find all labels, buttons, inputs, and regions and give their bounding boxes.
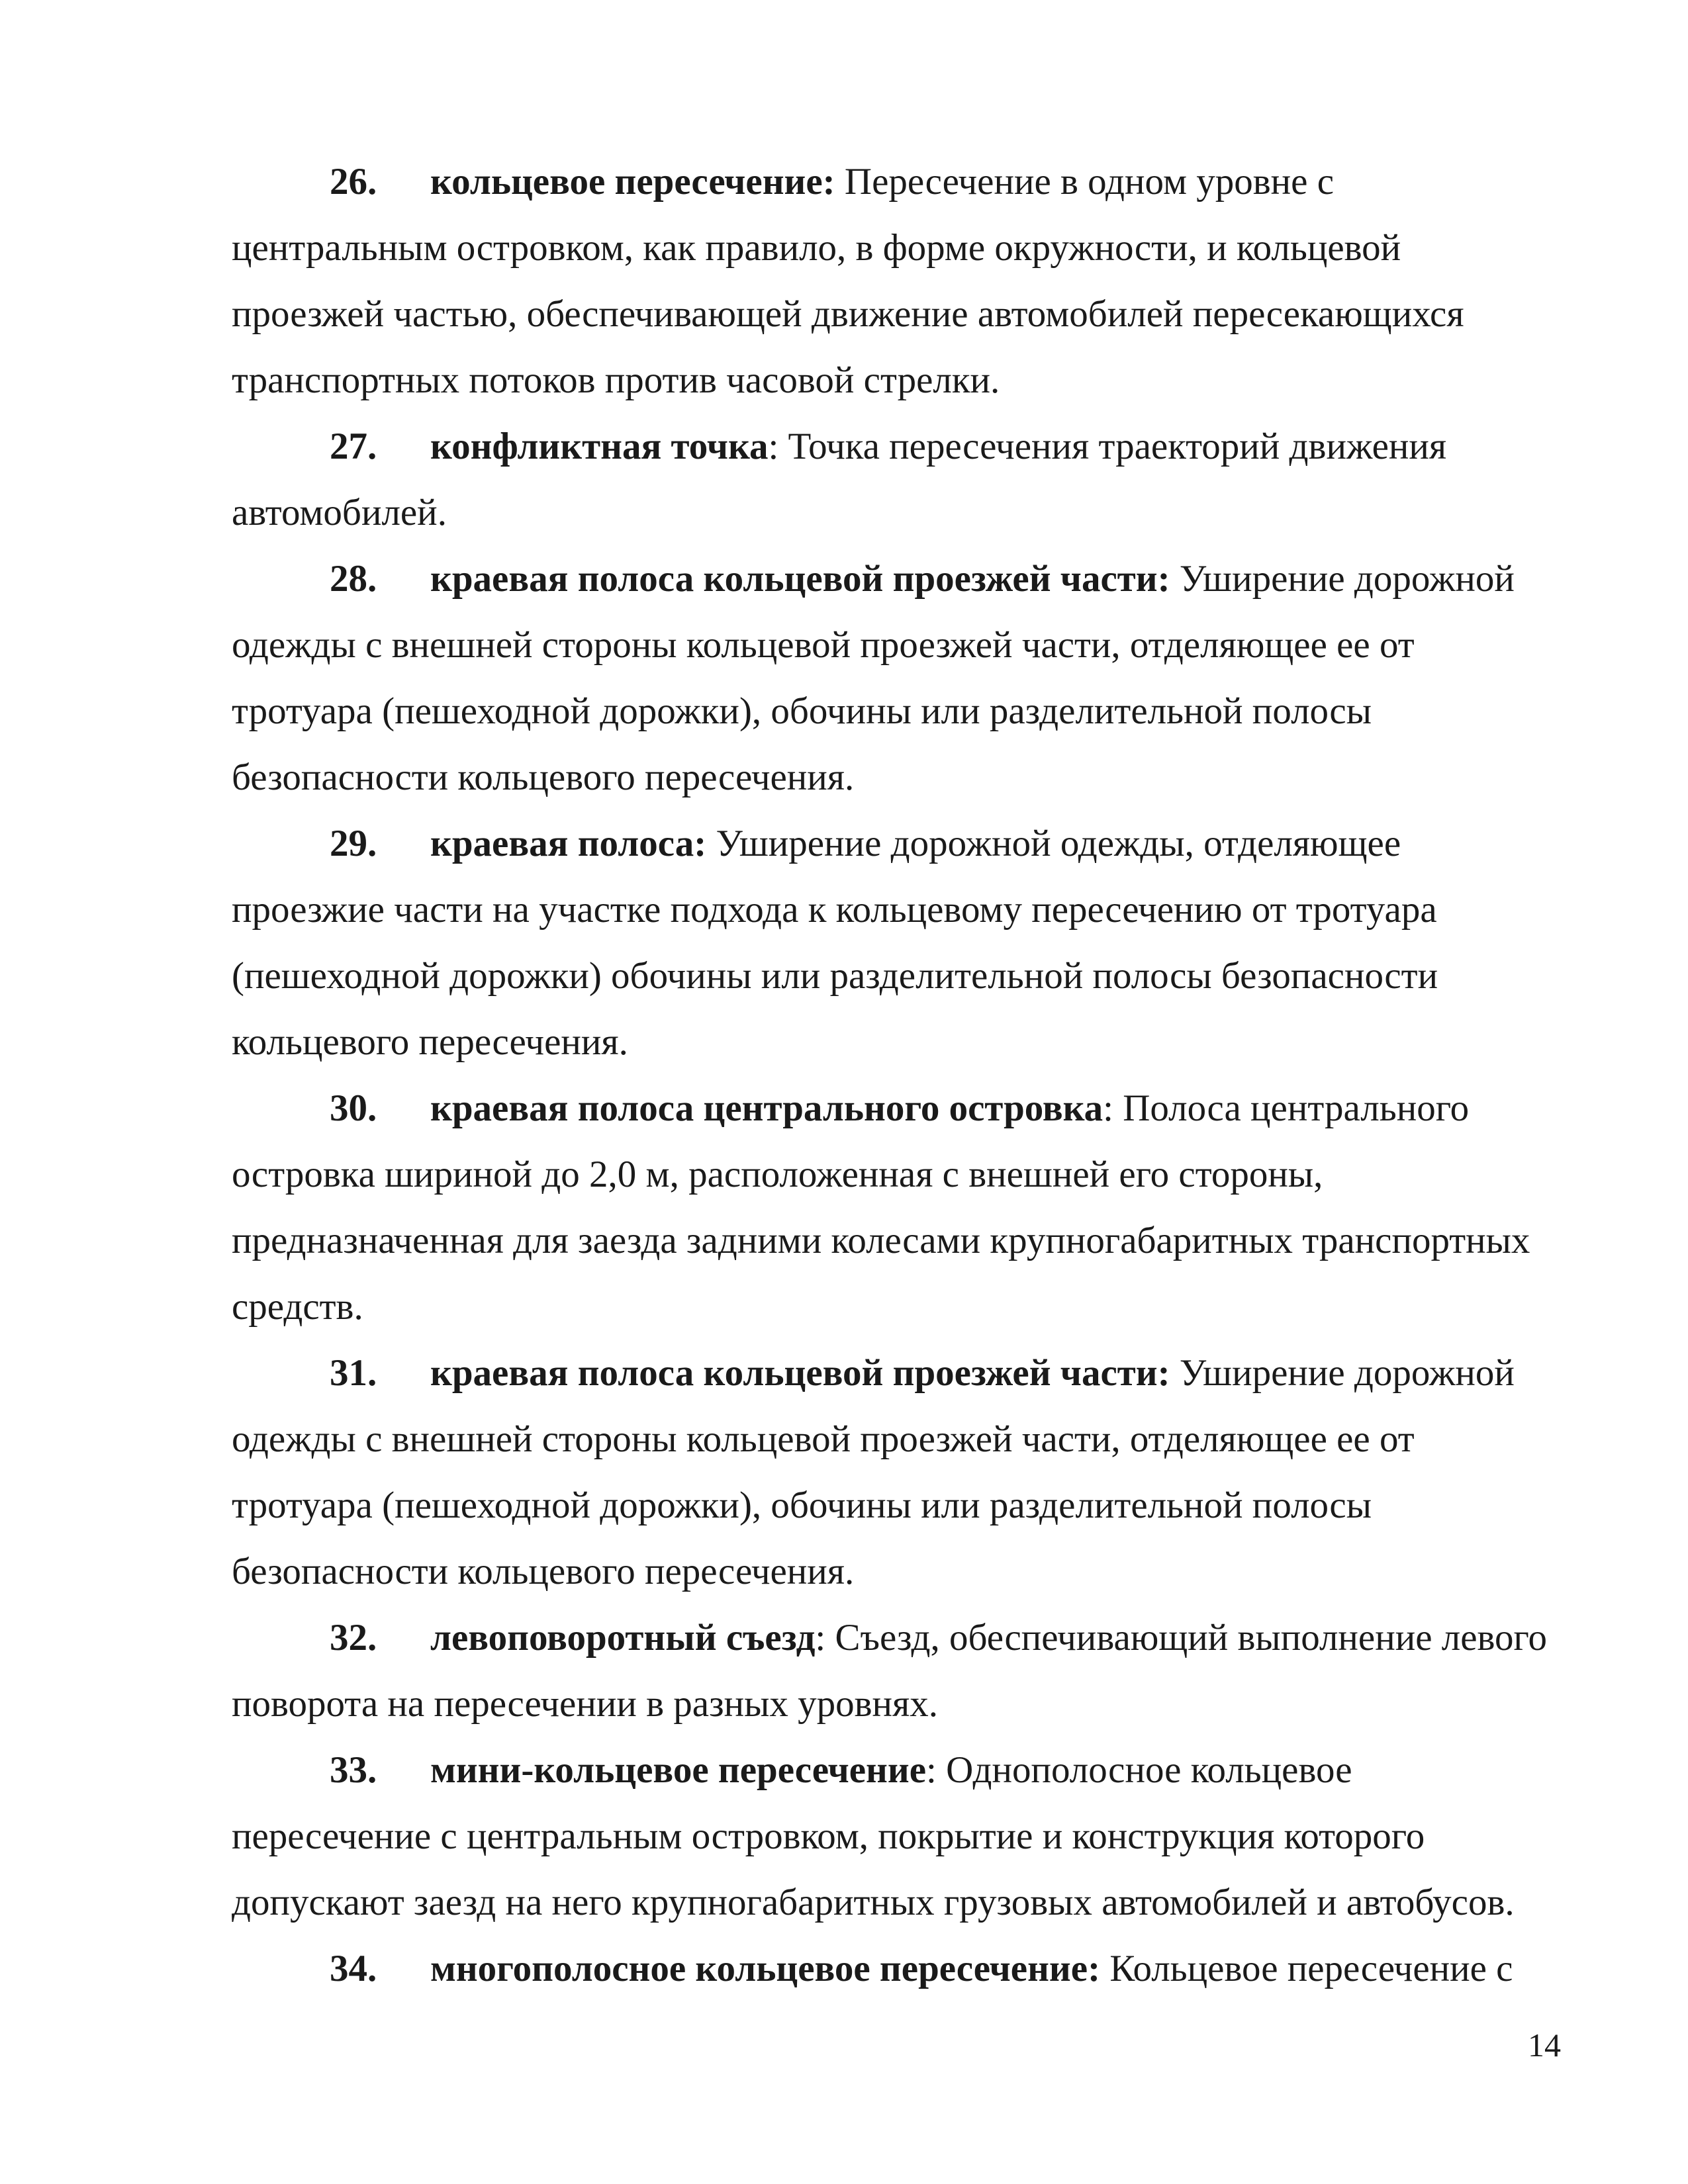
entry-definition: Кольцевое пересечение с bbox=[1100, 1948, 1513, 1989]
entry-term: краевая полоса кольцевой проезжей части: bbox=[430, 558, 1170, 600]
entry-number: 32. bbox=[330, 1617, 377, 1659]
entry-term: кольцевое пересечение: bbox=[430, 161, 835, 203]
entry-number: 29. bbox=[330, 823, 377, 864]
entry-number: 31. bbox=[330, 1352, 377, 1394]
entry-definition: Пересечение в одном уровне с центральным островком, как правило, в форме окружности, и кольцевой проезжей частью, обеспечивающей движение автомобилей пересекающихся транспортных потоков против часовой стрелки. bbox=[232, 161, 1464, 401]
definition-entry-33 bbox=[232, 1737, 1549, 1936]
entry-number: 34. bbox=[330, 1948, 377, 1989]
definition-entry-26 bbox=[232, 149, 1549, 414]
entry-term: краевая полоса центрального островка bbox=[430, 1087, 1103, 1129]
definition-entry-28 bbox=[232, 546, 1549, 811]
entry-number: 27. bbox=[330, 426, 377, 467]
entry-term: краевая полоса кольцевой проезжей части: bbox=[430, 1352, 1170, 1394]
definition-entry-31 bbox=[232, 1340, 1549, 1605]
definition-entry-34 bbox=[232, 1936, 1549, 2002]
entry-punct: : bbox=[1103, 1087, 1113, 1129]
entry-punct: : bbox=[926, 1749, 937, 1791]
entry-number: 30. bbox=[330, 1087, 377, 1129]
entry-definition: Уширение дорожной одежды с внешней стороны кольцевой проезжей части, отделяющее ее от тротуара (пешеходной дорожки), обочины или разделительной полосы безопасности кольцевого пересечения. bbox=[232, 558, 1515, 798]
definition-entry-29 bbox=[232, 811, 1549, 1075]
entry-definition: Уширение дорожной одежды, отделяющее проезжие части на участке подхода к кольцевому пересечению от тротуара (пешеходной дорожки) обочины или разделительной полосы безопасности кольцевого пересечения. bbox=[232, 823, 1438, 1063]
entry-term: левоповоротный съезд bbox=[430, 1617, 816, 1659]
entry-definition: Полоса центрального островка шириной до 2,0 м, расположенная с внешней его стороны, предназначенная для заезда задними колесами крупногабаритных транспортных средств. bbox=[232, 1087, 1530, 1328]
definition-entry-27 bbox=[232, 414, 1549, 546]
definition-entry-30 bbox=[232, 1075, 1549, 1340]
entry-term: мини-кольцевое пересечение bbox=[430, 1749, 927, 1791]
definition-entry-32 bbox=[232, 1605, 1549, 1737]
entry-definition: Съезд, обеспечивающий выполнение левого поворота на пересечении в разных уровнях. bbox=[232, 1617, 1548, 1725]
page-number: 14 bbox=[1528, 2026, 1561, 2064]
entry-definition: Однополосное кольцевое пересечение с центральным островком, покрытие и конструкция которого допускают заезд на него крупногабаритных грузовых автомобилей и автобусов. bbox=[232, 1749, 1515, 1923]
entry-number: 33. bbox=[330, 1749, 377, 1791]
entry-term: конфликтная точка bbox=[430, 426, 769, 467]
entry-term: многополосное кольцевое пересечение: bbox=[430, 1948, 1101, 1989]
entry-definition: Уширение дорожной одежды с внешней стороны кольцевой проезжей части, отделяющее ее от тротуара (пешеходной дорожки), обочины или разделительной полосы безопасности кольцевого пересечения. bbox=[232, 1352, 1515, 1592]
entry-term: краевая полоса: bbox=[430, 823, 707, 864]
entry-number: 26. bbox=[330, 161, 377, 203]
entry-definition: Точка пересечения траекторий движения автомобилей. bbox=[232, 426, 1447, 533]
definitions-list bbox=[232, 149, 1549, 2002]
entry-punct: : bbox=[815, 1617, 826, 1659]
entry-number: 28. bbox=[330, 558, 377, 600]
entry-punct: : bbox=[768, 426, 779, 467]
